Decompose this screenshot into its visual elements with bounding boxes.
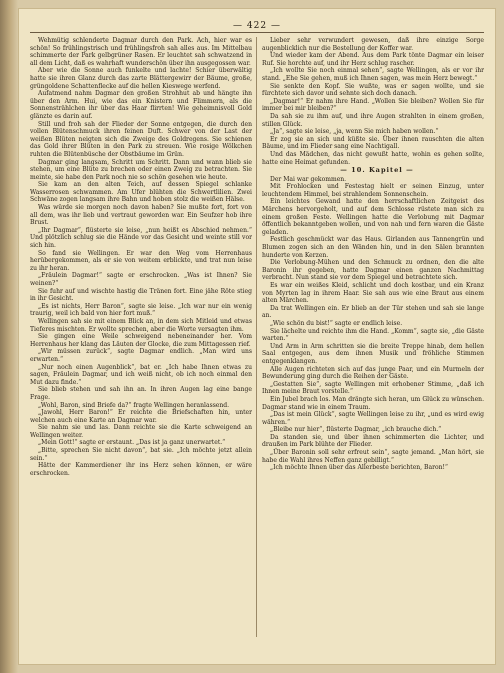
paragraph: Sie nahm sie und las. Dann reichte sie die Karte schweigend an Wellingen weiter. [30, 424, 252, 439]
paragraph: Ein Jubel brach los. Man drängte sich heran, um Glück zu wünschen. Dagmar stand wie in einem Traum. [262, 395, 484, 411]
paragraph: „Über Baronin soll sehr erfreut sein“, sagte jemand. „Man hört, sie habe die Wahl ihres Neffen ganz gebilligt.“ [262, 449, 484, 464]
paragraph: „Ich möchte Ihnen über das Allerbeste berichten, Baron!“ [270, 464, 449, 472]
paragraph: Und das Mädchen, das nicht gewußt hatte, wohin es gehen sollte, hatte eine Heimat gefunden. [262, 150, 484, 166]
paragraph: Sie lächelte und reichte ihm die Hand. „Komm“, sagte sie, „die Gäste warten.“ [262, 327, 484, 343]
paragraph: Der Mai war gekommen. [270, 175, 347, 183]
book-binding-shadow [0, 0, 18, 673]
paragraph: „Es ist nichts, Herr Baron“, sagte sie leise. „Ich war nur ein wenig traurig, weil ich bald von hier fort muß.“ [30, 302, 252, 318]
paragraph: Dagmar ging langsam, Schritt um Schritt. Dann und wann blieb sie stehen, um eine Blüte zu brechen oder einen Zweig zu betrachten. Sie meinte, sie habe den Park noch nie so schön gesehen wie heute. [30, 158, 252, 181]
paragraph: Hätte der Kammerdiener ihr ins Herz sehen können, er wäre erschrocken. [30, 462, 252, 477]
paragraph: „Ihr Dagmar“, flüsterte sie leise, „nun heißt es Abschied nehmen.“ Und plötzlich schlug sie die Hände vor das Gesicht und weinte still vor sich hin. [30, 226, 252, 250]
paragraph: Da sah sie zu ihm auf, und ihre Augen strahlten in einem großen, stillen Glück. [262, 112, 484, 128]
paragraph: Ein leichtes Gewand hatte den herrschaftlichen Zeitgeist des Märchens hervorgeholt, und auf dem Schlosse rüstete man sich zu einem großen Feste. Wellingen hatte die Verlobung mit Dagmar öffentlich bekanntgeben wollen, und von nah und fern waren die Gäste geladen. [262, 198, 484, 236]
header-rule [30, 32, 484, 33]
paragraph: Da standen sie, und über ihnen schimmerten die Lichter, und draußen im Park blühte der Flieder. [262, 433, 484, 449]
chapter-heading: — 10. Kapitel — [340, 166, 414, 175]
paragraph: Still und froh sah der Flieder der Sonne entgegen, die durch den vollen Blütenschmuck ihren feinen Duft. Schwer von der Last der weißen Blüten neigten sich die Zweige des Goldregens. Sie schienen das Gold ihrer Blüten in den Park zu streuen. Wie rosige Wölkchen ruhten die Blütenbüsche der Obstbäume im Grün. [30, 120, 252, 158]
paragraph: „Wohl, Baron, sind Briefe da?“ fragte Wellingen heranlassend. [38, 401, 230, 409]
paragraph: Sie senkte den Kopf. Sie wußte, was er sagen wollte, und sie fürchtete sich davor und sehnte sich doch danach. [262, 82, 484, 98]
right-column [262, 37, 484, 637]
paragraph: Es war ein weißes Kleid, schlicht und doch kostbar, und ein Kranz von Myrten lag in ihrem Haar. Sie sah aus wie eine Braut aus einem alten Märchen. [262, 282, 484, 305]
paragraph: „Dagmar!“ Er nahm ihre Hand. „Wollen Sie bleiben? Wollen Sie für immer bei mir bleiben?“ [262, 97, 484, 113]
column-divider [256, 37, 257, 637]
paragraph: Aber wie die Sonne auch funkelte und lachte! Schier überwältig hatte sie ihren Glanz durch das zarte Blättergewirr der Bäume, große, grüngoldene Schattenflecke auf die hellen Kieswege werfend. [30, 67, 252, 90]
paragraph: „Wie schön du bist!“ sagte er endlich leise. [270, 319, 403, 327]
paragraph: Sie gingen eine Weile schweigend nebeneinander her. Vom Herrenhaus her klang das Läuten der Glocke, die zum Mittagessen rief. [30, 333, 252, 348]
paragraph: „Ich wollte Sie noch einmal sehen“, sagte Wellingen, als er vor ihr stand. „Ehe Sie gehen, muß ich Ihnen sagen, was mein Herz bewegt.“ [262, 67, 484, 82]
left-column [30, 37, 252, 637]
paragraph: Aufatmend nahm Dagmar den großen Strohhut ab und hängte ihn über den Arm. Hui, wie das ein Knistern und Flimmern, als die Sonnenstrählchen ihr über das Haar flirrten! Wie geheimnisvoll Gold glänzte es darin auf. [30, 90, 252, 120]
paragraph: „Das ist mein Glück“, sagte Wellingen leise zu ihr, „und es wird ewig währen.“ [262, 411, 484, 426]
paragraph: Alle Augen richteten sich auf das junge Paar, und ein Murmeln der Bewunderung ging durch die Reihen der Gäste. [262, 365, 484, 381]
paragraph: „Ja“, sagte sie leise, „ja, wenn Sie mich haben wollen.“ [270, 128, 439, 136]
paragraph: „Mein Gott!“ sagte er erstaunt. „Das ist ja ganz unerwartet.“ [38, 439, 226, 447]
paragraph: Die Verlobung-Mühen und den Schmuck zu ordnen, den die alte Baronin ihr gegeben, hatte Dagmar einen ganzen Nachmittag verbracht. Nun stand sie vor dem Spiegel und betrachtete sich. [262, 259, 484, 282]
paragraph: Wellingen sah sie mit einem Blick an, in dem sich Mitleid und etwas Tieferes mischten. Er wollte sprechen, aber die Worte versagten ihm. [30, 317, 252, 333]
page-number: — 422 — [233, 21, 281, 31]
paragraph: Sie blieb stehen und sah ihn an. In ihren Augen lag eine bange Frage. [30, 386, 252, 401]
paragraph: Lieber sehr verwundert gewesen, daß ihre einzige Sorge augenblicklich nur die Bestellung der Koffer war. [262, 37, 484, 52]
paragraph: Er zog sie an sich und küßte sie. Über ihnen rauschten die alten Bäume, und im Flieder sang eine Nachtigall. [262, 135, 484, 151]
paragraph: Sie fuhr auf und wischte hastig die Tränen fort. Eine jähe Röte stieg in ihr Gesicht. [30, 287, 252, 303]
paragraph: „Bleibe nur hier“, flüsterte Dagmar, „ich brauche dich.“ [270, 426, 442, 434]
paragraph: „Gestatten Sie“, sagte Wellingen mit erhobener Stimme, „daß ich Ihnen meine Braut vorstelle.“ [262, 380, 484, 396]
paragraph: Mit Frohlocken und Festestag hielt er seinen Einzug, unter leuchtendem Himmel, bei strahlendem Sonnenschein. [262, 183, 484, 198]
paragraph: Festlich geschmückt war das Haus. Girlanden aus Tannengrün und Blumen zogen sich an den Wänden hin, und in den Sälen brannten hunderte von Kerzen. [262, 236, 484, 259]
paragraph: „Nur noch einen Augenblick“, bat er. „Ich habe Ihnen etwas zu sagen, Fräulein Dagmar, und ich weiß nicht, ob ich noch einmal den Mut dazu finde.“ [30, 363, 252, 386]
paragraph: So fand sie Wellingen. Er war den Weg vom Herrenhaus herübergekommen, als er sie von weitem erblickte, und trat nun leise zu ihr heran. [30, 249, 252, 272]
paragraph: Und Arm in Arm schritten sie die breite Treppe hinab, dem hellen Saal entgegen, aus dem ihnen Musik und fröhliche Stimmen entgegenklangen. [262, 342, 484, 365]
paragraph: Wehmütig schlenderte Dagmar durch den Park. Ach, hier war es schön! So frühlingstrisch und frühlingsfroh sah alles aus. Im Mittelbau schimmerte der Park gelbgrüner Rasen. Er leuchtet sah schwatzend in all dem Licht, daß es wahrhaft wunderschön über ihn ausgegossen war. [30, 37, 252, 67]
paragraph: Sie kam an den alten Teich, auf dessen Spiegel schlanke Wasserrosen schwammen. Am Ufer blühten die Schwertlilien. Zwei Schwäne zogen langsam ihre Bahn und hoben stolz die weißen Hälse. [30, 181, 252, 204]
paragraph: „Fräulein Dagmar!“ sagte er erschrocken. „Was ist Ihnen? Sie weinen?“ [30, 272, 252, 287]
paragraph: Was würde sie morgen noch davon haben? Sie mußte fort, fort von all dem, was ihr lieb und vertraut geworden war. Ein Seufzer hob ihre Brust. [30, 204, 252, 227]
paragraph: „Jawohl, Herr Baron!“ Er reichte die Briefschaften hin, unter welchen auch eine Karte an Dagmar war. [30, 409, 252, 424]
paragraph: Da trat Wellingen ein. Er blieb an der Tür stehen und sah sie lange an. [262, 304, 484, 320]
book-page [18, 8, 496, 665]
paragraph: „Bitte, sprechen Sie nicht davon“, bat sie. „Ich möchte jetzt allein sein.“ [30, 447, 252, 462]
paragraph: Und wieder kam der Abend. Aus dem Park tönte Dagmar ein leiser Ruf. Sie horchte auf, und ihr Herz schlug rascher. [262, 52, 484, 67]
paragraph: „Wir müssen zurück“, sagte Dagmar endlich. „Man wird uns erwarten.“ [30, 348, 252, 363]
